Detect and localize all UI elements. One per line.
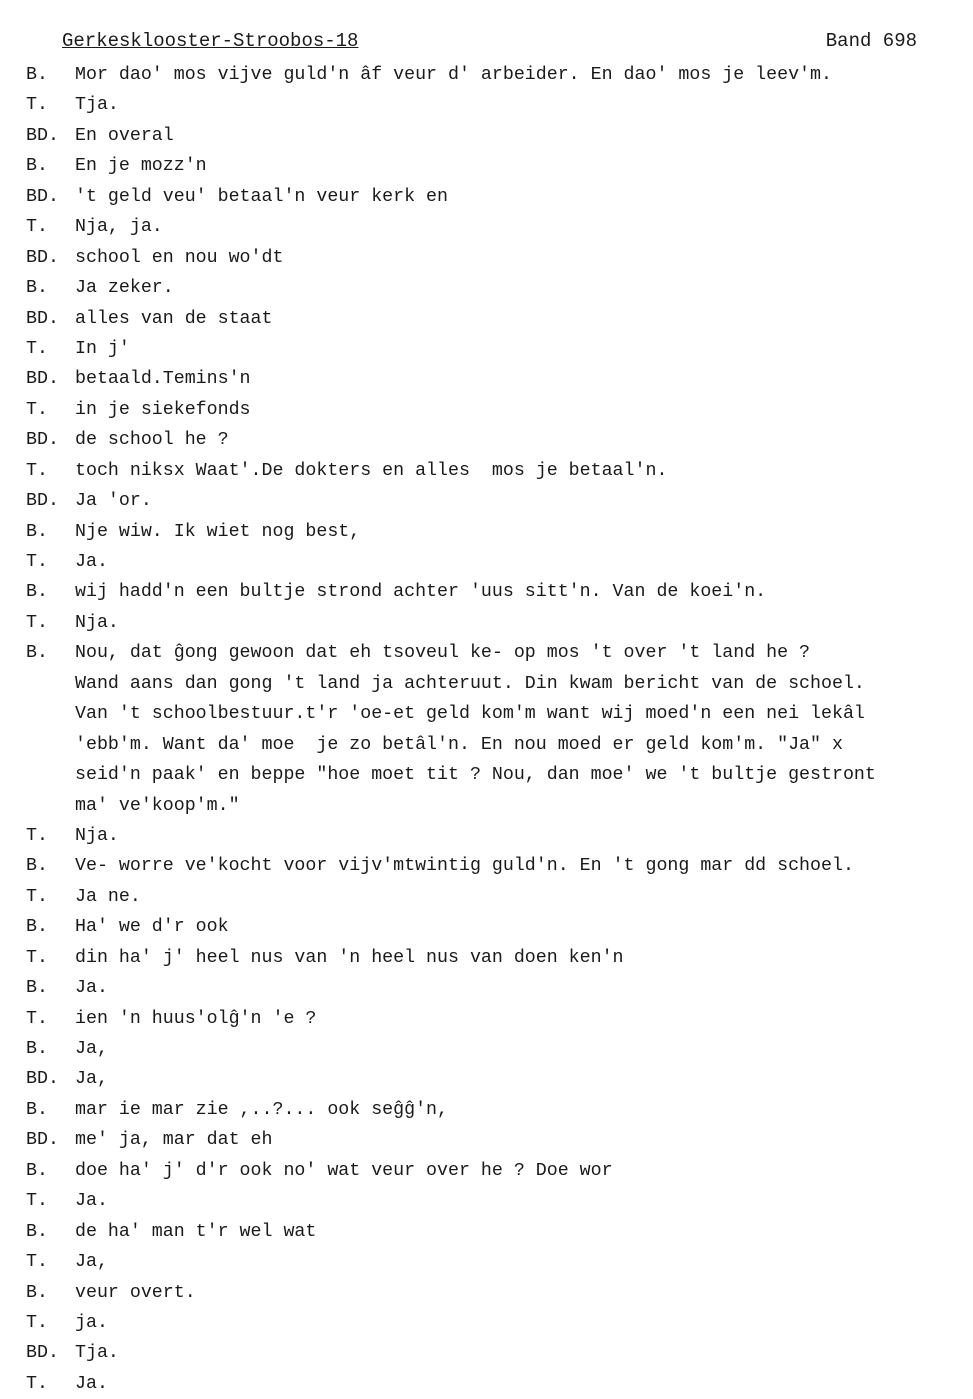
- speaker-label: T.: [26, 460, 48, 481]
- line-text: seid'n paak' en beppe "hoe moet tit ? Nou, dan moe' we 't bultje gestront: [75, 765, 876, 786]
- speaker-label: BD.: [26, 247, 59, 268]
- transcript-line: [26, 243, 971, 273]
- speaker-label: T.: [26, 1312, 48, 1333]
- transcript-line: [26, 547, 971, 577]
- line-text: Nja.: [75, 612, 119, 633]
- line-text: En overal: [75, 125, 174, 146]
- transcript-line: [26, 821, 971, 851]
- speaker-label: BD.: [26, 1069, 59, 1090]
- document-title: Gerkesklooster-Stroobos-18: [62, 30, 359, 52]
- transcript-line: [26, 791, 971, 821]
- line-text: Ja 'or.: [75, 491, 152, 512]
- speaker-label: T.: [26, 1008, 48, 1029]
- speaker-label: T.: [26, 886, 48, 907]
- transcript-line: [26, 760, 971, 790]
- transcript-line: [26, 943, 971, 973]
- transcript-line: [26, 1034, 971, 1064]
- speaker-label: B.: [26, 1039, 48, 1059]
- transcript-line: [26, 60, 971, 90]
- line-text: wij hadd'n een bultje strond achter 'uus sitt'n. Van de koei'n.: [75, 582, 767, 603]
- page-header: [62, 30, 922, 60]
- line-text: 't geld veu' betaal'n veur kerk en: [75, 186, 448, 207]
- speaker-label: T.: [26, 1191, 48, 1212]
- transcript-line: [26, 1064, 971, 1094]
- line-text: ja.: [75, 1312, 108, 1333]
- transcript-line: [26, 304, 971, 334]
- transcript-line: [26, 212, 971, 242]
- transcript-line: [26, 1095, 971, 1125]
- line-text: Nou, dat ĝong gewoon dat eh tsoveul ke- op mos 't over 't land he ?: [75, 643, 811, 664]
- line-text: Mor dao' mos vijve guld'n âf veur d' arbeider. En dao' mos je leev'm.: [75, 65, 832, 85]
- speaker-label: B.: [26, 1099, 48, 1120]
- line-text: Tja.: [75, 1343, 119, 1364]
- line-text: Ja ne.: [75, 886, 141, 907]
- speaker-label: B.: [26, 156, 48, 177]
- transcript-line: [26, 1004, 971, 1034]
- line-text: veur overt.: [75, 1282, 196, 1303]
- line-text: Ja.: [75, 1373, 108, 1394]
- line-text: ien 'n huus'olĝ'n 'e ?: [75, 1008, 317, 1029]
- speaker-label: BD.: [26, 308, 59, 329]
- speaker-label: T.: [26, 399, 48, 420]
- line-text: Ve- worre ve'kocht voor vijv'mtwintig guld'n. En 't gong mar dd schoel.: [75, 856, 854, 877]
- line-text: de ha' man t'r wel wat: [75, 1221, 317, 1242]
- speaker-label: T.: [26, 825, 48, 846]
- speaker-label: B.: [26, 917, 48, 938]
- line-text: betaald.Temins'n: [75, 369, 251, 390]
- line-text: Wand aans dan gong 't land ja achteruut. Din kwam bericht van de schoel.: [75, 673, 865, 694]
- line-text: me' ja, mar dat eh: [75, 1130, 273, 1151]
- line-text: din ha' j' heel nus van 'n heel nus van doen ken'n: [75, 947, 624, 968]
- line-text: ma' ve'koop'm.": [75, 795, 240, 816]
- transcript-line: [26, 699, 971, 729]
- speaker-label: B.: [26, 278, 48, 299]
- line-text: in je siekefonds: [75, 399, 251, 420]
- speaker-label: B.: [26, 1160, 48, 1181]
- line-text: In j': [75, 338, 130, 359]
- line-text: Ha' we d'r ook: [75, 917, 229, 938]
- line-text: Ja.: [75, 978, 108, 999]
- transcript-line: [26, 121, 971, 151]
- speaker-label: T.: [26, 1252, 48, 1273]
- speaker-label: T.: [26, 95, 48, 116]
- line-text: Nja.: [75, 825, 119, 846]
- line-text: Ja,: [75, 1039, 108, 1059]
- speaker-label: B.: [26, 856, 48, 877]
- transcript-line: [26, 1125, 971, 1155]
- transcript-line: [26, 730, 971, 760]
- speaker-label: BD.: [26, 369, 59, 390]
- speaker-label: B.: [26, 1282, 48, 1303]
- speaker-label: BD.: [26, 491, 59, 512]
- speaker-label: BD.: [26, 1343, 59, 1364]
- transcript-line: [26, 669, 971, 699]
- speaker-label: B.: [26, 521, 48, 542]
- speaker-label: BD.: [26, 1130, 59, 1151]
- speaker-label: B.: [26, 978, 48, 999]
- transcript-line: [26, 1156, 971, 1186]
- speaker-label: T.: [26, 217, 48, 238]
- speaker-label: BD.: [26, 430, 59, 451]
- line-text: 'ebb'm. Want da' moe je zo betâl'n. En nou moed er geld kom'm. "Ja" x: [75, 734, 843, 755]
- speaker-label: BD.: [26, 186, 59, 207]
- line-text: Ja,: [75, 1069, 108, 1090]
- transcript-line: [26, 1338, 971, 1368]
- transcript-line: [26, 151, 971, 181]
- line-text: Ja zeker.: [75, 278, 174, 299]
- speaker-label: T.: [26, 338, 48, 359]
- transcript-line: [26, 851, 971, 881]
- transcript-line: [26, 1186, 971, 1216]
- transcript-line: [26, 456, 971, 486]
- transcript-line: [26, 486, 971, 516]
- transcript-line: [26, 608, 971, 638]
- speaker-label: B.: [26, 582, 48, 603]
- speaker-label: B.: [26, 65, 48, 85]
- speaker-label: B.: [26, 643, 48, 664]
- transcript-line: [26, 182, 971, 212]
- line-text: alles van de staat: [75, 308, 273, 329]
- transcript-line: [26, 1278, 971, 1308]
- line-text: de school he ?: [75, 430, 229, 451]
- transcript-lines: [26, 60, 971, 1399]
- line-text: Ja,: [75, 1252, 108, 1273]
- transcript-line: [26, 973, 971, 1003]
- line-text: En je mozz'n: [75, 156, 207, 177]
- line-text: Nje wiw. Ik wiet nog best,: [75, 521, 361, 542]
- line-text: Ja.: [75, 1191, 108, 1212]
- transcript-line: [26, 912, 971, 942]
- transcript-line: [26, 334, 971, 364]
- speaker-label: T.: [26, 552, 48, 572]
- line-text: mar ie mar zie ,..?... ook seĝĝ'n,: [75, 1099, 448, 1120]
- line-text: Ja.: [75, 552, 108, 572]
- line-text: toch niksx Waat'.De dokters en alles mos je betaal'n.: [75, 460, 668, 481]
- tape-number: Band 698: [825, 30, 917, 52]
- transcript-line: [26, 577, 971, 607]
- speaker-label: T.: [26, 947, 48, 968]
- speaker-label: T.: [26, 1373, 48, 1394]
- line-text: Nja, ja.: [75, 217, 163, 238]
- transcript-line: [26, 425, 971, 455]
- transcript-line: [26, 1369, 971, 1399]
- speaker-label: BD.: [26, 125, 59, 146]
- transcript-line: [26, 882, 971, 912]
- line-text: doe ha' j' d'r ook no' wat veur over he ? Doe wor: [75, 1160, 613, 1181]
- transcript-line: [26, 517, 971, 547]
- speaker-label: T.: [26, 612, 48, 633]
- transcript-line: [26, 638, 971, 668]
- transcript-line: [26, 1308, 971, 1338]
- line-text: Tja.: [75, 95, 119, 116]
- transcript-line: [26, 273, 971, 303]
- line-text: Van 't schoolbestuur.t'r 'oe-et geld kom'm want wij moed'n een nei lekâl: [75, 704, 865, 725]
- transcript-line: [26, 395, 971, 425]
- line-text: school en nou wo'dt: [75, 247, 284, 268]
- transcript-line: [26, 90, 971, 120]
- transcript-line: [26, 1247, 971, 1277]
- speaker-label: B.: [26, 1221, 48, 1242]
- transcript-line: [26, 1217, 971, 1247]
- transcript-line: [26, 364, 971, 394]
